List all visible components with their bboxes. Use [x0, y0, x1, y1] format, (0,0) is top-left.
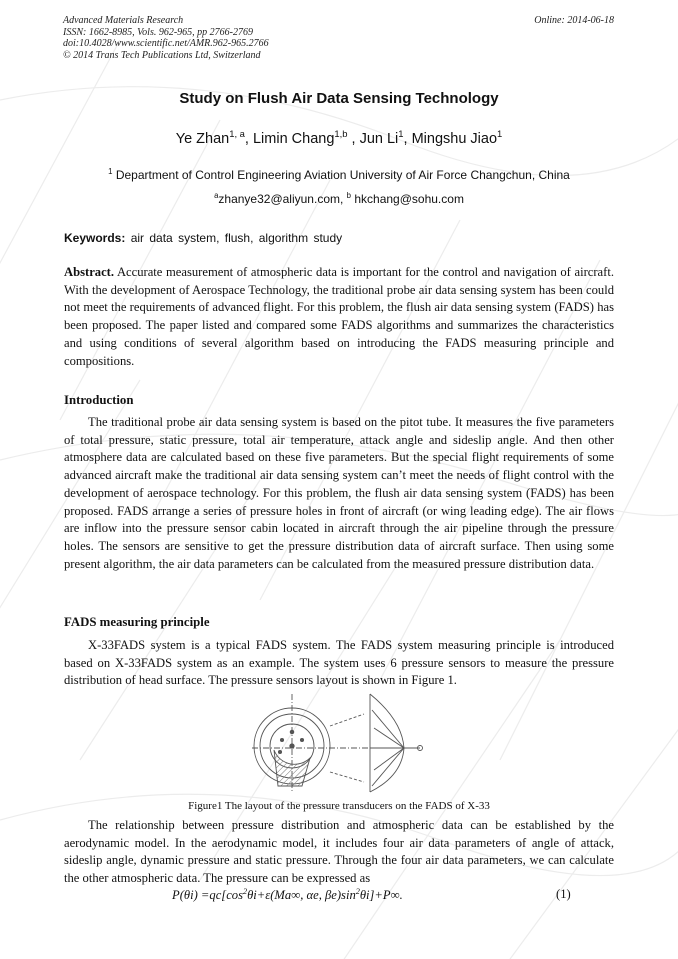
author-sup: 1 — [398, 128, 404, 139]
author-name: Ye Zhan — [175, 130, 230, 147]
equation-number: (1) — [556, 887, 571, 901]
email-line: $^a$zhanye32@aliyun.com, $^b$ hkchang@sohu.com — [214, 191, 464, 206]
author-list: Ye Zhan$^{1, a}$, Limin Chang$^{1,b}$ , Jun Li$^1$, Mingshu Jiao$^1$ — [175, 128, 503, 147]
equation-sup-2: 2 — [355, 887, 360, 896]
pressure-sensor-figure — [252, 690, 432, 794]
author-name: Jun Li — [359, 130, 399, 147]
keywords-text: air data system, flush, algorithm study — [130, 231, 343, 245]
introduction-heading: Introduction — [64, 393, 134, 407]
email-b[interactable]: hkchang@sohu.com — [354, 192, 464, 206]
email-sup-b: b — [346, 191, 352, 200]
figure-caption: Figure1 The layout of the pressure transducers on the FADS of X-33 — [188, 800, 490, 812]
equation-lhs: P(θi) =qc[cos — [172, 888, 243, 903]
introduction-text: The traditional probe air data sensing system is based on the pitot tube. It measures the five parameters of total pressure, static pressure, total air temperature, attack angle and sideslip angle. And then other atmosphere data are calculated based on these five parameters. But the special flight requirements of some advanced aircraft make the traditional air data sensing system can’t meet the needs of flight control with the development of aerospace technology. For this problem, the flush air data sensing system (FADS) has been proposed. FADS arrange a series of pressure holes in front of aircraft (or wing leading edge). The air flows are inflow into the pressure sensor cabin located in aircraft through the air pipeline through the pressure holes. The sensors are sensitive to get the pressure distribution data of aircraft surface. Then using some present algorithm, the air data parameters can be calculated from the measured pressure distribution data. — [64, 415, 614, 571]
doi-line[interactable]: doi:10.4028/www.scientific.net/AMR.962-965.2766 — [63, 38, 269, 49]
pressure-equation — [172, 887, 403, 903]
author-name: Limin Chang — [252, 130, 335, 147]
author-sup: 1, a — [229, 128, 245, 139]
journal-header — [63, 15, 269, 61]
equation-mid: θi+ε(Ma∞, αe, βe)sin — [247, 888, 356, 903]
keywords-label: Keywords: — [64, 231, 126, 245]
equation-rhs: θi]+P∞. — [359, 888, 403, 903]
author-sup: 1,b — [334, 128, 348, 139]
relation-text: The relationship between pressure distribution and atmospheric data can be established by the aerodynamic model. In the aerodynamic model, it includes four air data parameters of angle of attack, sideslip angle, dynamic pressure and static pressure. Through the four air data parameters, we can calculate the other atmospheric data. The pressure can be expressed as — [64, 818, 614, 886]
copyright-line: © 2014 Trans Tech Publications Ltd, Switzerland — [63, 49, 261, 61]
author-sup: 1 — [497, 128, 503, 139]
author-name: Mingshu Jiao — [411, 130, 498, 147]
abstract-text: Accurate measurement of atmospheric data is important for the control and navigation of aircraft. With the development of Aerospace Technology, the traditional probe air data sensing system has been could not meet the requirements of advanced flight. For this problem, the flush air data sensing system (FADS) has been proposed. The paper listed and compared some FADS algorithms and summarizes the characteristics and using conditions of several algorithm based on introducing the FADS measuring principle and compositions. — [64, 265, 614, 368]
equation-sup-1: 2 — [243, 887, 248, 896]
affiliation-text: Department of Control Engineering Aviation University of Air Force Changchun, China — [115, 168, 570, 182]
paper-title: Study on Flush Air Data Sensing Technology — [179, 90, 499, 107]
abstract — [64, 264, 614, 370]
fads-text: X-33FADS system is a typical FADS system. The FADS system measuring principle is introduced based on X-33FADS system as an example. The system uses 6 pressure sensors to measure the pressure distribution of head surface. The pressure sensors layout is shown in Figure 1. — [64, 638, 614, 688]
affiliation-sup: 1 — [108, 167, 113, 176]
fads-heading: FADS measuring principle — [64, 615, 210, 629]
keywords — [64, 231, 615, 245]
email-sup-a: a — [214, 191, 219, 200]
issn-line: ISSN: 1662-8985, Vols. 962-965, pp 2766-2769 — [63, 26, 253, 38]
journal-name: Advanced Materials Research — [63, 15, 184, 26]
abstract-label: Abstract. — [64, 265, 115, 279]
affiliation — [0, 167, 678, 182]
email-a[interactable]: zhanye32@aliyun.com — [218, 192, 340, 206]
online-date: Online: 2014-06-18 — [534, 15, 614, 26]
